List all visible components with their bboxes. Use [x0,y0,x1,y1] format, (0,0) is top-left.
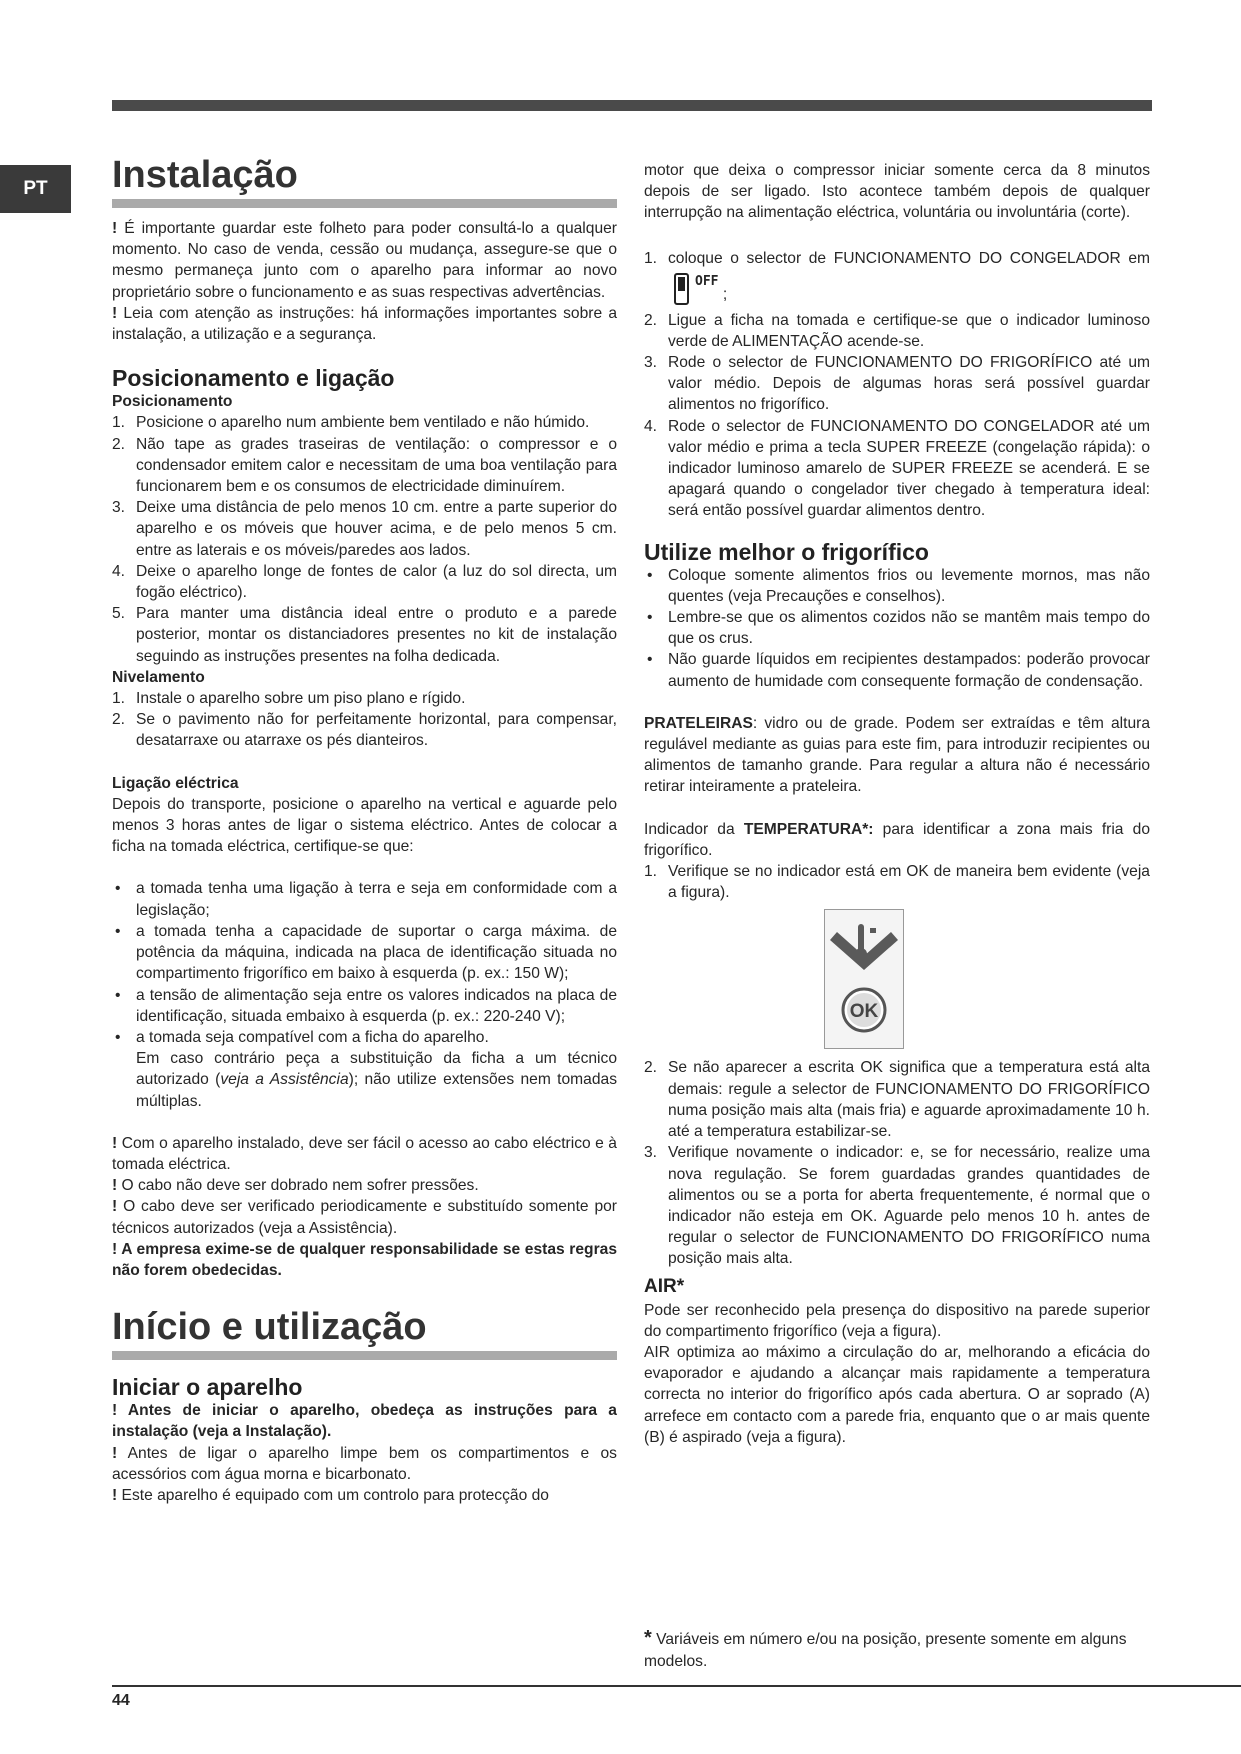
language-tab: PT [0,165,71,213]
list-item: • Lembre-se que os alimentos cozidos não se mantêm mais tempo do que os crus. [647,609,1150,648]
start-warning-1: ! Antes de iniciar o aparelho, obedeça as instruções para a instalação (veja a Instalação). [112,1402,617,1441]
subheading-leveling: Nivelamento [112,668,205,686]
list-item: • Coloque somente alimentos frios ou levemente mornos, mas não quentes (veja Precauções e conselhos). [647,566,1150,605]
subheading-electrical: Ligação eléctrica [112,774,239,792]
heading-positioning: Posicionamento e ligação [112,365,395,392]
electrical-intro: Depois do transporte, posicione o aparelho na vertical e aguarde pelo menos 3 horas antes de ligar o sistema eléctrico. Antes de colocar a ficha na tomada eléctrica, certifique-se que: [112,795,617,856]
heading-best-use: Utilize melhor o frigorífico [644,538,929,565]
off-switch-icon [674,273,689,305]
air-paragraph-2: AIR optimiza ao máximo a circulação do ar, melhorando a eficácia do evaporador e ajudando a alcançar mais rapidamente a temperatura correcta no interior do frigorífico após cada abertura. O ar soprado (A) arrefece em contacto com a parede fria, enquanto que o ar mais quente (B) é aspirado (veja a figura). [644,1343,1150,1446]
leveling-list [112,688,617,752]
temperature-list-a [644,861,1150,903]
intro-paragraph-1: ! É importante guardar este folheto para poder consultá-lo a qualquer momento. No caso de venda, cessão ou mudança, assegure-se que o mesmo permaneça junto com o aparelho para informar ao novo proprietário sobre o funcionamento e as suas respectivas advertências. [112,220,617,301]
warning-cable-access: ! Com o aparelho instalado, deve ser fácil o acesso ao cabo eléctrico e à tomada eléctrica. [112,1134,617,1173]
list-item: 1. coloque o selector de FUNCIONAMENTO DO CONGELADOR $em^{OFF}$ ; [644,249,1150,303]
list-item: 2. Se o pavimento não for perfeitamente horizontal, para compensar, desatarraxe ou atarraxe os pés dianteiros. [112,711,617,750]
list-item: 2. Ligue a ficha na tomada e certifique-se que o indicador luminoso verde de ALIMENTAÇÃO acende-se. [644,311,1150,350]
list-item: 4. Rode o selector de FUNCIONAMENTO DO CONGELADOR até um valor médio e prima a tecla SUPER FREEZE (congelação rápida): o indicador luminoso amarelo de SUPER FREEZE se acenderá. E se apagará quando o congelador tiver chegado à temperatura ideal: será então possível guardar alimentos dentro. [644,417,1150,520]
warning-liability: ! A empresa exime-se de qualquer responsabilidade se estas regras não forem obedecidas. [112,1240,617,1279]
list-item: 2. Não tape as grades traseiras de ventilação: o compressor e o condensador emitem calor e necessitam de uma boa ventilação para funcionarem bem e os consumos de electricidade diminuírem. [112,435,617,496]
temperature-indicator-figure [824,909,904,1049]
list-item: 3. Rode o selector de FUNCIONAMENTO DO FRIGORÍFICO até um valor médio. Depois de algumas horas será possível guardar alimentos no frigorífico. [644,354,1150,414]
bottom-rule [112,1685,1241,1687]
start-steps-list [644,245,1150,522]
list-item: 5. Para manter uma distância ideal entre o produto e a parede posterior, montar os distanciadores presentes no kit de instalação seguindo as instruções presentes na folha dedicada. [112,605,617,665]
intro-paragraph-2: ! Leia com atenção as instruções: há informações importantes sobre a instalação, a utilização e a segurança. [112,304,617,344]
list-item: 1. Instale o aparelho sobre um piso plano e rígido. [112,690,466,708]
list-item: 3. Deixe uma distância de pelo menos 10 cm. entre a parte superior do aparelho e os móveis que houver acima, e de pelo menos 5 cm. entre as laterais e os móveis/paredes aos lados. [112,499,617,559]
subheading-positioning: Posicionamento [112,393,233,411]
start-warning-3: ! Este aparelho é equipado com um controlo para protecção do [112,1486,549,1504]
heading-air: AIR* [644,1275,685,1297]
continuation-paragraph: motor que deixa o compressor iniciar somente cerca da 8 minutos depois de ser ligado. Isto acontece também depois de qualquer interrupção na alimentação eléctrica, voluntária ou involuntária (corte). [644,162,1150,222]
list-item: 4. Deixe o aparelho longe de fontes de calor (a luz do sol directa, um fogão eléctrico). [112,562,617,602]
list-item: • a tensão de alimentação seja entre os valores indicados na placa de identificação, situada embaixo à esquerda (p. ex.: 220-240 V); [115,986,617,1025]
shelves-paragraph: PRATELEIRAS: vidro ou de grade. Podem ser extraídas e têm altura regulável mediante as guias para este fim, para introduzir recipientes ou alimentos de tamanho grande. Para regular a altura não é necessário retirar inteiramente a prateleira. [644,714,1150,796]
list-item: 3. Verifique novamente o indicador: e, se for necessário, realize uma nova regulação. Se forem guardadas grandes quantidades de alimentos ou se a porta for aberta frequentemente, é normal que o indicador não esteja em OK. Aguarde pelo menos 10 h. antes de regular o selector de FUNCIONAMENTO DO FRIGORÍFICO numa posição mais alta. [644,1144,1150,1268]
ok-label: OK [849,1001,879,1023]
section-title-start: Início e utilização [112,1307,617,1360]
temperature-indicator-icon [825,910,903,1048]
heading-start-appliance: Iniciar o aparelho [112,1374,303,1401]
electrical-list [112,878,617,1111]
list-item: • a tomada tenha a capacidade de suportar o carga máxima. de potência da máquina, indicada na placa de identificação situada no compartimento frigorífico em baixo à esquerda (p. ex.: 150 W); [115,922,617,983]
footnote: * Variáveis em número e/ou na posição, presente somente em alguns modelos. [644,1627,1127,1670]
air-paragraph-1: Pode ser reconhecido pela presença do dispositivo na parede superior do compartimento frigorífico (veja a figura). [644,1301,1150,1340]
start-warning-2: ! Antes de ligar o aparelho limpe bem os compartimentos e os acessórios com água morna e bicarbonato. [112,1444,617,1483]
left-column [112,155,617,1506]
top-rule [112,100,1152,111]
temperature-list-b [644,1057,1150,1269]
list-item: 2. Se não aparecer a escrita OK significa que a temperatura está alta demais: regule a selector de FUNCIONAMENTO DO FRIGORÍFICO numa posição mais alta (mais fria) e aguarde aproximadamente 10 h. até a temperatura estabilizar-se. [644,1059,1150,1141]
list-item: • a tomada tenha uma ligação à terra e seja em conformidade com a legislação; [115,880,617,919]
list-item: 1. Posicione o aparelho num ambiente bem ventilado e não húmido. [112,414,590,432]
positioning-list [112,412,617,666]
temperature-paragraph: Indicador da TEMPERATURA*: para identificar a zona mais fria do frigorífico. [644,820,1150,859]
list-item: • Não guarde líquidos em recipientes destampados: poderão provocar aumento de humidade com consequente formação de condensação. [647,651,1150,690]
list-item: • a tomada seja compatível com a ficha do aparelho. Em caso contrário peça a substituição da ficha a um técnico autorizado (veja a Assistência); não utilize extensões nem tomadas múltiplas. [115,1028,617,1110]
list-item: 1. Verifique se no indicador está em OK de maneira bem evidente (veja a figura). [644,863,1150,902]
section-title-installation: Instalação [112,155,617,208]
warning-cable-bend: ! O cabo não deve ser dobrado nem sofrer pressões. [112,1177,479,1195]
right-column [644,160,1150,1448]
best-use-list [644,565,1150,692]
page-number: 44 [112,1692,130,1709]
warning-cable-check: ! O cabo deve ser verificado periodicamente e substituído somente por técnicos autorizados (veja a Assistência). [112,1198,617,1237]
